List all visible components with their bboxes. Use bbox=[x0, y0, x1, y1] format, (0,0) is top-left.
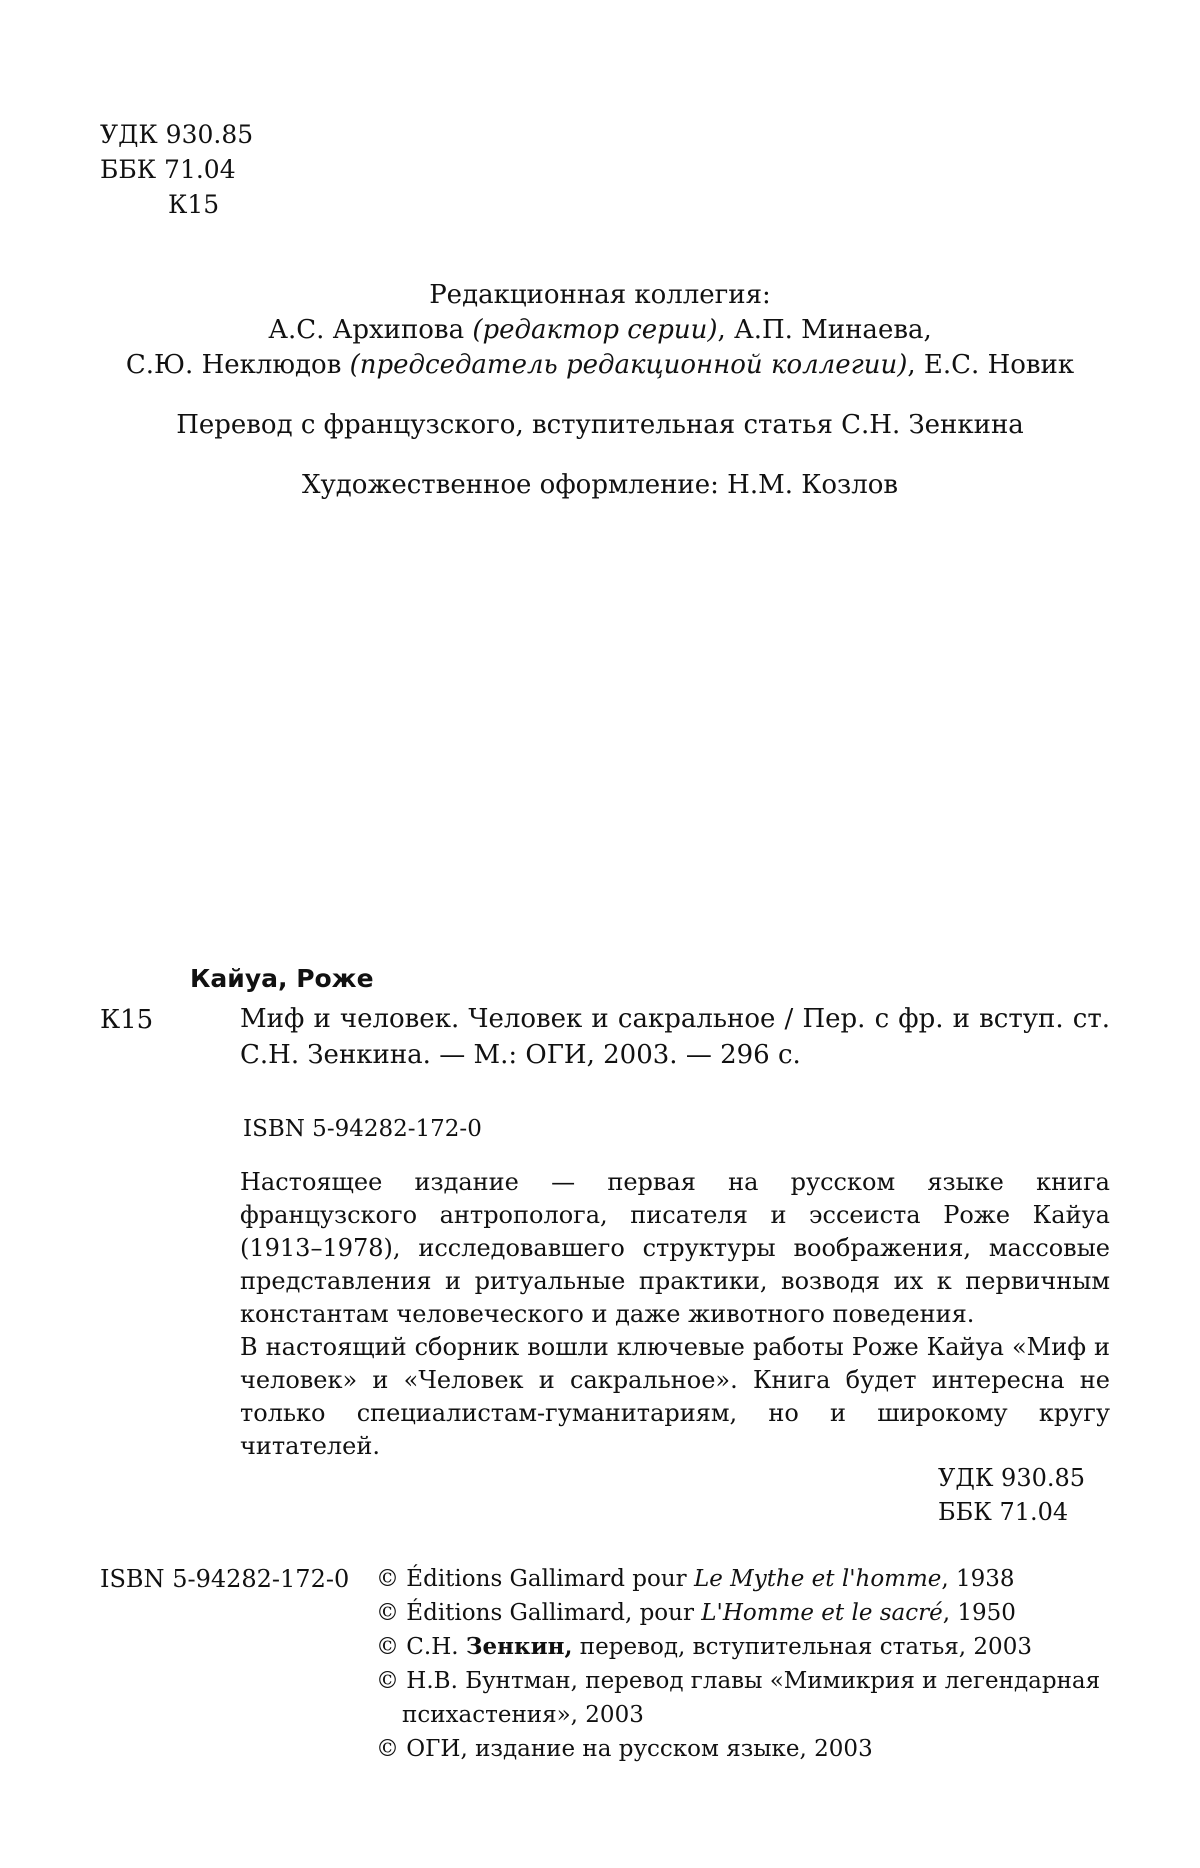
role-board-chair: (председатель редакционной коллегии) bbox=[349, 350, 908, 380]
copyright-buntman: © Н.В. Бунтман, перевод главы «Мимикрия и легендарная психастения», 2003 bbox=[376, 1668, 1101, 1728]
author-mark-bib: К15 bbox=[100, 1005, 154, 1035]
editorial-board-heading bbox=[100, 278, 1100, 313]
copyright-item bbox=[376, 1732, 1116, 1766]
bibliographic-description: Миф и человек. Человек и сакральное / Пер. с фр. и вступ. ст. С.Н. Зенкина. — М.: ОГИ, 2003. — 296 с. bbox=[240, 1004, 1110, 1070]
copyright-item bbox=[376, 1596, 1116, 1630]
member-nekliudov: С.Ю. Неклюдов bbox=[125, 350, 350, 380]
copyright-item bbox=[376, 1664, 1116, 1732]
design-credit bbox=[100, 468, 1100, 503]
bbk-code-bottom: ББК 71.04 bbox=[938, 1498, 1069, 1526]
book-abstract bbox=[240, 1166, 1110, 1463]
udk-code-top: УДК 930.85 bbox=[100, 120, 254, 149]
copyright-year-1938: , 1938 bbox=[941, 1566, 1015, 1592]
isbn-copyright: ISBN 5-94282-172-0 bbox=[100, 1565, 350, 1593]
copyright-gallimard-1: © Éditions Gallimard pour bbox=[376, 1566, 694, 1592]
member-novik: , Е.С. Новик bbox=[907, 350, 1075, 380]
work-title-mythe: Le Mythe et l'homme bbox=[693, 1566, 942, 1592]
member-arkhipova: А.С. Архипова bbox=[268, 315, 473, 345]
member-minaeva: , А.П. Минаева, bbox=[717, 315, 932, 345]
book-author: Кайуа, Роже bbox=[190, 964, 374, 993]
udk-code-bottom: УДК 930.85 bbox=[938, 1464, 1086, 1492]
copyright-year-1950: , 1950 bbox=[942, 1600, 1016, 1626]
copyright-ogi: © ОГИ, издание на русском языке, 2003 bbox=[376, 1736, 873, 1762]
copyright-gallimard-2: © Éditions Gallimard, pour bbox=[376, 1600, 702, 1626]
work-title-sacre: L'Homme et le sacré bbox=[701, 1600, 943, 1626]
design-credit-text: Художественное оформление: Н.М. Козлов bbox=[301, 470, 899, 500]
copyright-list bbox=[376, 1562, 1116, 1766]
editorial-heading-text: Редакционная коллегия: bbox=[429, 280, 771, 310]
translation-credit-text: Перевод с французского, вступительная статья С.Н. Зенкина bbox=[176, 410, 1024, 440]
editorial-members-line-2 bbox=[100, 348, 1100, 383]
bbk-code-top: ББК 71.04 bbox=[100, 155, 236, 184]
isbn-bib: ISBN 5-94282-172-0 bbox=[243, 1116, 482, 1142]
author-mark-top: К15 bbox=[168, 190, 220, 219]
copyright-zenkin-name: Зенкин, bbox=[465, 1633, 573, 1660]
copyright-item bbox=[376, 1562, 1116, 1596]
copyright-zenkin-suffix: перевод, вступительная статья, 2003 bbox=[572, 1634, 1032, 1660]
editorial-members-line-1 bbox=[100, 313, 1100, 348]
translation-credit bbox=[100, 408, 1100, 443]
copyright-item bbox=[376, 1630, 1116, 1664]
role-series-editor: (редактор серии) bbox=[472, 315, 718, 345]
copyright-zenkin-prefix: © С.Н. bbox=[376, 1634, 466, 1660]
abstract-paragraph-2: В настоящий сборник вошли ключевые работы Роже Кайуа «Миф и человек» и «Человек и сакральное». Книга будет интересна не только специалистам-гуманитариям, но и широкому кругу читателей. bbox=[240, 1333, 1110, 1460]
abstract-paragraph-1: Настоящее издание — первая на русском языке книга французского антрополога, писателя и эссеиста Роже Кайуа (1913–1978), исследовавшего структуры воображения, массовые представления и ритуальные практики, возводя их к первичным константам человеческого и даже животного поведения. bbox=[240, 1168, 1110, 1328]
